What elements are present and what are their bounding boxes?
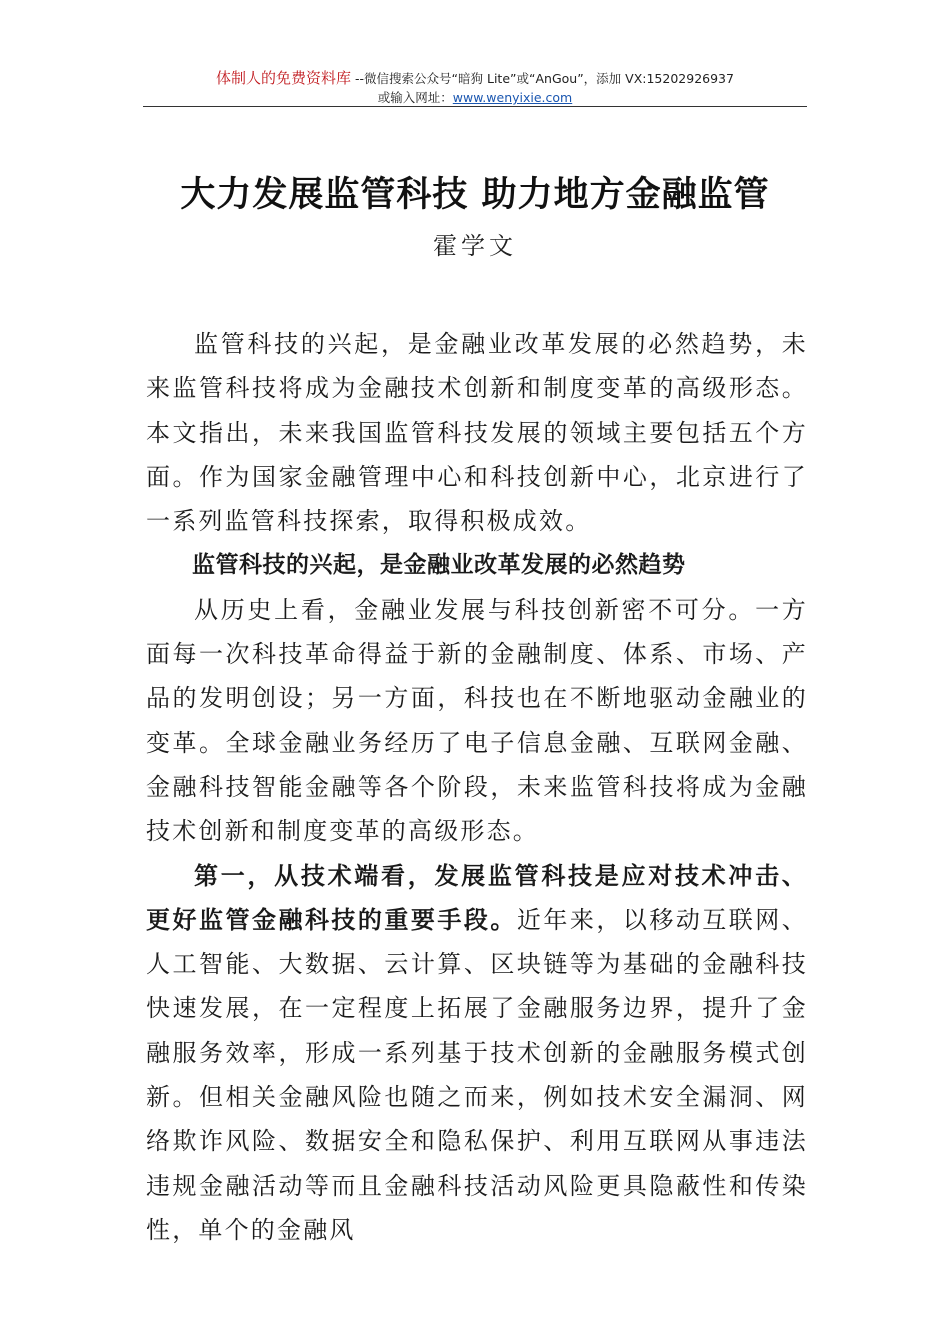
intro-paragraph: 监管科技的兴起，是金融业改革发展的必然趋势，未来监管科技将成为金融技术创新和制度变革的高级形态。本文指出，未来我国监管科技发展的领域主要包括五个方面。作为国家金融管理中心和科技创新中心，北京进行了一系列监管科技探索，取得积极成效。: [146, 330, 808, 536]
body-paragraph-2: [146, 854, 808, 1253]
header-info: --微信搜索公众号“暗狗 Lite”或“AnGou”，添加 VX:15202926937: [351, 71, 734, 86]
header-url-link[interactable]: www.wenyixie.com: [452, 90, 573, 105]
paragraph-lead-sentence: 第一，从技术端看，发展监管科技是应对技术冲击、更好监管金融科技的重要手段。: [146, 860, 808, 934]
document-title: 大力发展监管科技 助力地方金融监管: [180, 175, 770, 215]
body-paragraph-1: 从历史上看，金融业发展与科技创新密不可分。一方面每一次科技革命得益于新的金融制度、体系、市场、产品的发明创设；另一方面，科技也在不断地驱动金融业的变革。全球金融业务经历了电子信息金融、互联网金融、金融科技智能金融等各个阶段，未来监管科技将成为金融技术创新和制度变革的高级形态。: [146, 595, 808, 846]
page-header: [143, 68, 807, 107]
document-body: [146, 322, 808, 1252]
header-url-prefix: 或输入网址：: [377, 90, 453, 105]
header-divider: [143, 106, 807, 107]
document-author: 霍学文: [433, 232, 517, 260]
paragraph-continuation: 近年来，以移动互联网、人工智能、大数据、云计算、区块链等为基础的金融科技快速发展，在一定程度上拓展了金融服务边界，提升了金融服务效率，形成一系列基于技术创新的金融服务模式创新。但相关金融风险也随之而来，例如技术安全漏洞、网络欺诈风险、数据安全和隐私保护、利用互联网从事违法违规金融活动等而且金融科技活动风险更具隐蔽性和传染性，单个的金融风: [146, 905, 808, 1244]
header-brand: 体制人的免费资料库: [216, 69, 352, 87]
header-line-1: [143, 68, 807, 89]
header-line-2: [143, 89, 807, 107]
section-heading: 监管科技的兴起，是金融业改革发展的必然趋势: [192, 552, 686, 579]
